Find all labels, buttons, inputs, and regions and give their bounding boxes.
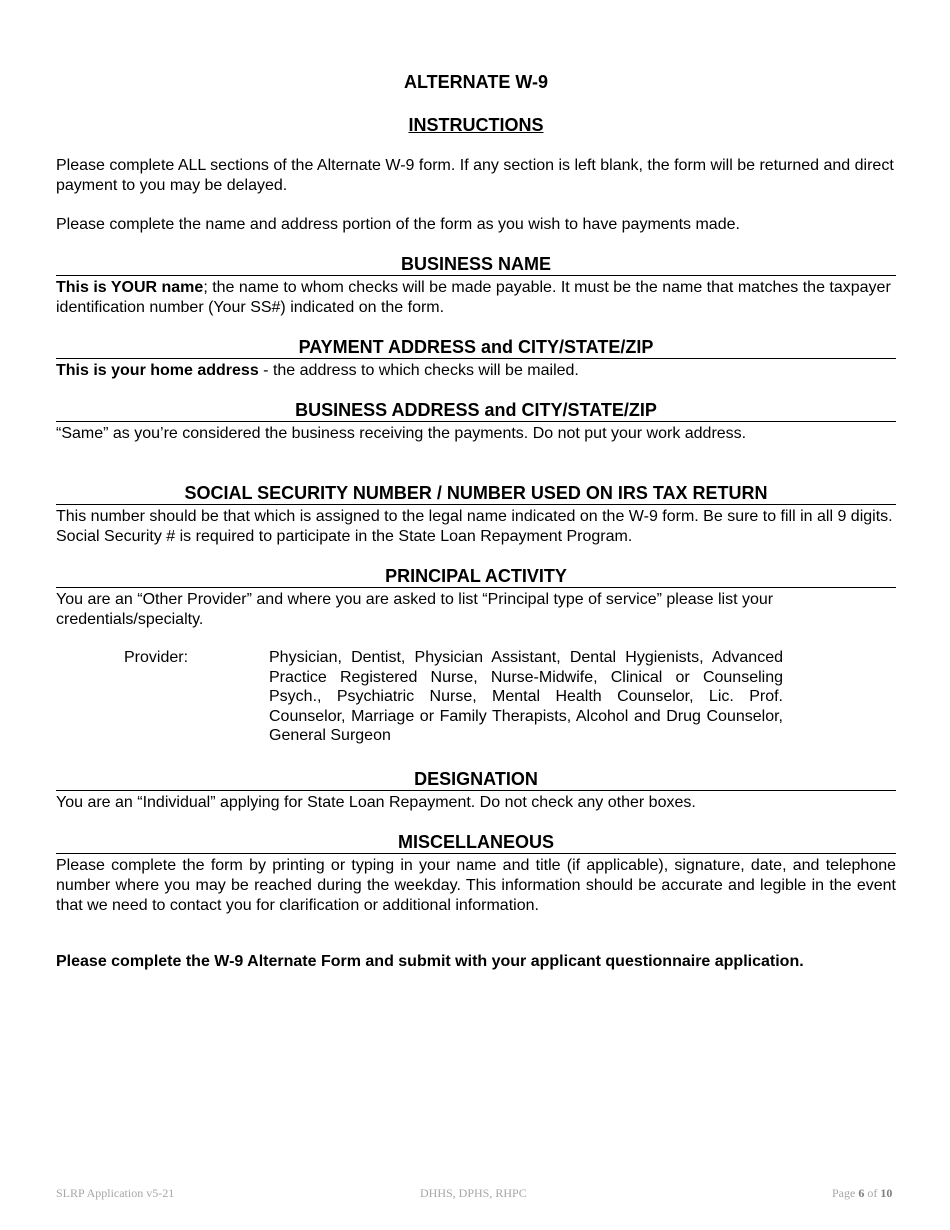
miscellaneous-heading: MISCELLANEOUS [56, 831, 896, 854]
provider-list: Physician, Dentist, Physician Assistant, Dental Hygienists, Advanced Practice Registered Nurse, Nurse-Midwife, Clinical or Counseling Psych., Psychiatric Nurse, Mental Health Counselor, Lic. Prof. Counselor, Marriage or Family Therapists, Alcohol and Drug Counselor, General Surgeon [269, 649, 783, 744]
ssn-heading: SOCIAL SECURITY NUMBER / NUMBER USED ON IRS TAX RETURN [56, 482, 896, 505]
business-name-text [56, 278, 896, 318]
designation-heading: DESIGNATION [56, 768, 896, 791]
footer-page-number [832, 1186, 892, 1201]
intro-paragraph-2: Please complete the name and address portion of the form as you wish to have payments made. [56, 216, 740, 233]
page-current: 6 [858, 1186, 865, 1200]
payment-address-heading: PAYMENT ADDRESS and CITY/STATE/ZIP [56, 336, 896, 359]
page-prefix: Page [832, 1186, 859, 1200]
instructions-heading: INSTRUCTIONS [408, 115, 544, 135]
ssn-text: This number should be that which is assigned to the legal name indicated on the W-9 form. Be sure to fill in all 9 digits. Social Security # is required to participate in the State Loan Repayment Program. [56, 508, 893, 545]
payment-address-text [56, 361, 896, 381]
footer-left: SLRP Application v5-21 [56, 1186, 175, 1200]
principal-activity-text: You are an “Other Provider” and where you are asked to list “Principal type of service” please list your credentials/specialty. [56, 591, 774, 628]
provider-label: Provider: [124, 649, 189, 666]
footer-center: DHHS, DPHS, RHPC [420, 1186, 527, 1200]
business-name-heading: BUSINESS NAME [56, 253, 896, 276]
designation-text: You are an “Individual” applying for State Loan Repayment. Do not check any other boxes. [56, 794, 696, 811]
business-address-heading: BUSINESS ADDRESS and CITY/STATE/ZIP [56, 399, 896, 422]
business-name-lead: This is YOUR name [56, 279, 204, 296]
payment-address-body: - the address to which checks will be mailed. [258, 362, 579, 379]
page-total: 10 [880, 1186, 893, 1200]
document-title: ALTERNATE W-9 [404, 72, 548, 92]
business-address-text: “Same” as you’re considered the business receiving the payments. Do not put your work address. [56, 425, 747, 442]
page-of: of [864, 1186, 881, 1200]
payment-address-lead: This is your home address [56, 362, 259, 379]
principal-activity-heading: PRINCIPAL ACTIVITY [56, 565, 896, 588]
miscellaneous-text: Please complete the form by printing or typing in your name and title (if applicable), signature, date, and telephone number where you may be reached during the weekday. This information should be accurate and legible in the event that we need to contact you for clarification or additional information. [56, 857, 896, 914]
closing-instruction: Please complete the W-9 Alternate Form and submit with your applicant questionnaire application. [56, 953, 804, 970]
intro-paragraph-1: Please complete ALL sections of the Alternate W-9 form. If any section is left blank, the form will be returned and direct payment to you may be delayed. [56, 157, 894, 194]
business-name-body: ; the name to whom checks will be made payable. It must be the name that matches the taxpayer identification number (Your SS#) indicated on the form. [56, 279, 891, 316]
